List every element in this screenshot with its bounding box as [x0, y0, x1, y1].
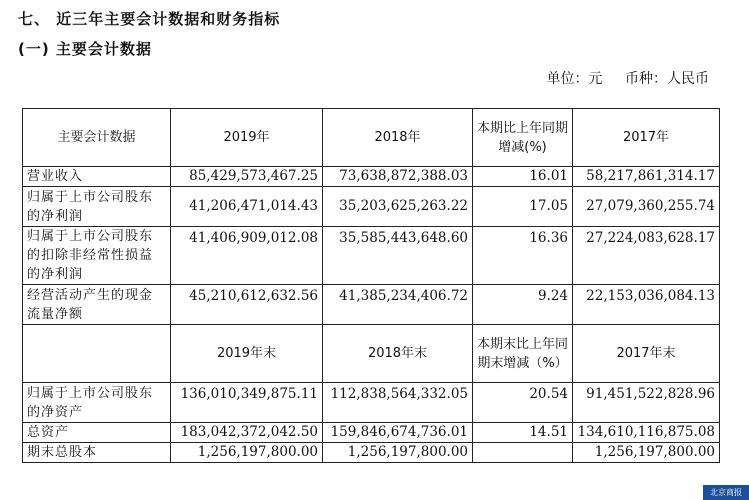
value-cell: 45,210,612,632.56	[171, 285, 323, 325]
value-cell: 159,846,674,736.01	[323, 423, 473, 443]
table-row	[23, 285, 720, 325]
header-cell: 2017年	[573, 109, 720, 167]
row-label: 归属于上市公司股东的扣除非经常性损益的净利润	[23, 227, 171, 285]
value-cell: 35,585,443,648.60	[323, 227, 473, 285]
unit-label: 单位：元	[546, 71, 603, 87]
value-cell: 1,256,197,800.00	[573, 443, 720, 463]
value-cell: 58,217,861,314.17	[573, 167, 720, 187]
row-label: 总资产	[23, 423, 171, 443]
table-row	[23, 167, 720, 187]
value-cell: 183,042,372,042.50	[171, 423, 323, 443]
value-cell: 1,256,197,800.00	[323, 443, 473, 463]
value-cell: 27,079,360,255.74	[573, 187, 720, 227]
row-label: 营业收入	[23, 167, 171, 187]
header-row-1	[23, 109, 720, 167]
row-label: 归属于上市公司股东的净资产	[23, 383, 171, 423]
value-cell: 22,153,036,084.13	[573, 285, 720, 325]
row-label: 期末总股本	[23, 443, 171, 463]
currency-label: 币种：人民币	[625, 71, 709, 87]
value-cell: 91,451,522,828.96	[573, 383, 720, 423]
header-cell: 本期末比上年同期末增减（%）	[473, 325, 573, 383]
accounting-data-table	[22, 108, 720, 463]
header-cell: 主要会计数据	[23, 109, 171, 167]
header-cell	[23, 325, 171, 383]
header-cell: 2018年末	[323, 325, 473, 383]
change-cell	[473, 443, 573, 463]
header-cell: 2019年	[171, 109, 323, 167]
value-cell: 41,385,234,406.72	[323, 285, 473, 325]
header-cell: 2019年末	[171, 325, 323, 383]
change-cell: 14.51	[473, 423, 573, 443]
value-cell: 41,206,471,014.43	[171, 187, 323, 227]
header-row-2	[23, 325, 720, 383]
watermark-logo: 北京商报	[703, 485, 749, 500]
row-label: 经营活动产生的现金流量净额	[23, 285, 171, 325]
unit-line	[529, 68, 709, 88]
header-cell: 2018年	[323, 109, 473, 167]
value-cell: 35,203,625,263.22	[323, 187, 473, 227]
value-cell: 85,429,573,467.25	[171, 167, 323, 187]
table-row	[23, 383, 720, 423]
header-cell: 2017年末	[573, 325, 720, 383]
change-cell: 9.24	[473, 285, 573, 325]
header-cell: 本期比上年同期增减(%)	[473, 109, 573, 167]
sub-title: (一) 主要会计数据	[18, 40, 152, 58]
value-cell: 134,610,116,875.08	[573, 423, 720, 443]
change-cell: 16.01	[473, 167, 573, 187]
change-cell: 20.54	[473, 383, 573, 423]
table-row	[23, 423, 720, 443]
table-row	[23, 443, 720, 463]
value-cell: 73,638,872,388.03	[323, 167, 473, 187]
change-cell: 17.05	[473, 187, 573, 227]
table-row	[23, 227, 720, 285]
row-label: 归属于上市公司股东的净利润	[23, 187, 171, 227]
value-cell: 136,010,349,875.11	[171, 383, 323, 423]
value-cell: 27,224,083,628.17	[573, 227, 720, 285]
table-row	[23, 187, 720, 227]
value-cell: 41,406,909,012.08	[171, 227, 323, 285]
value-cell: 1,256,197,800.00	[171, 443, 323, 463]
change-cell: 16.36	[473, 227, 573, 285]
value-cell: 112,838,564,332.05	[323, 383, 473, 423]
section-title: 七、 近三年主要会计数据和财务指标	[18, 10, 281, 28]
